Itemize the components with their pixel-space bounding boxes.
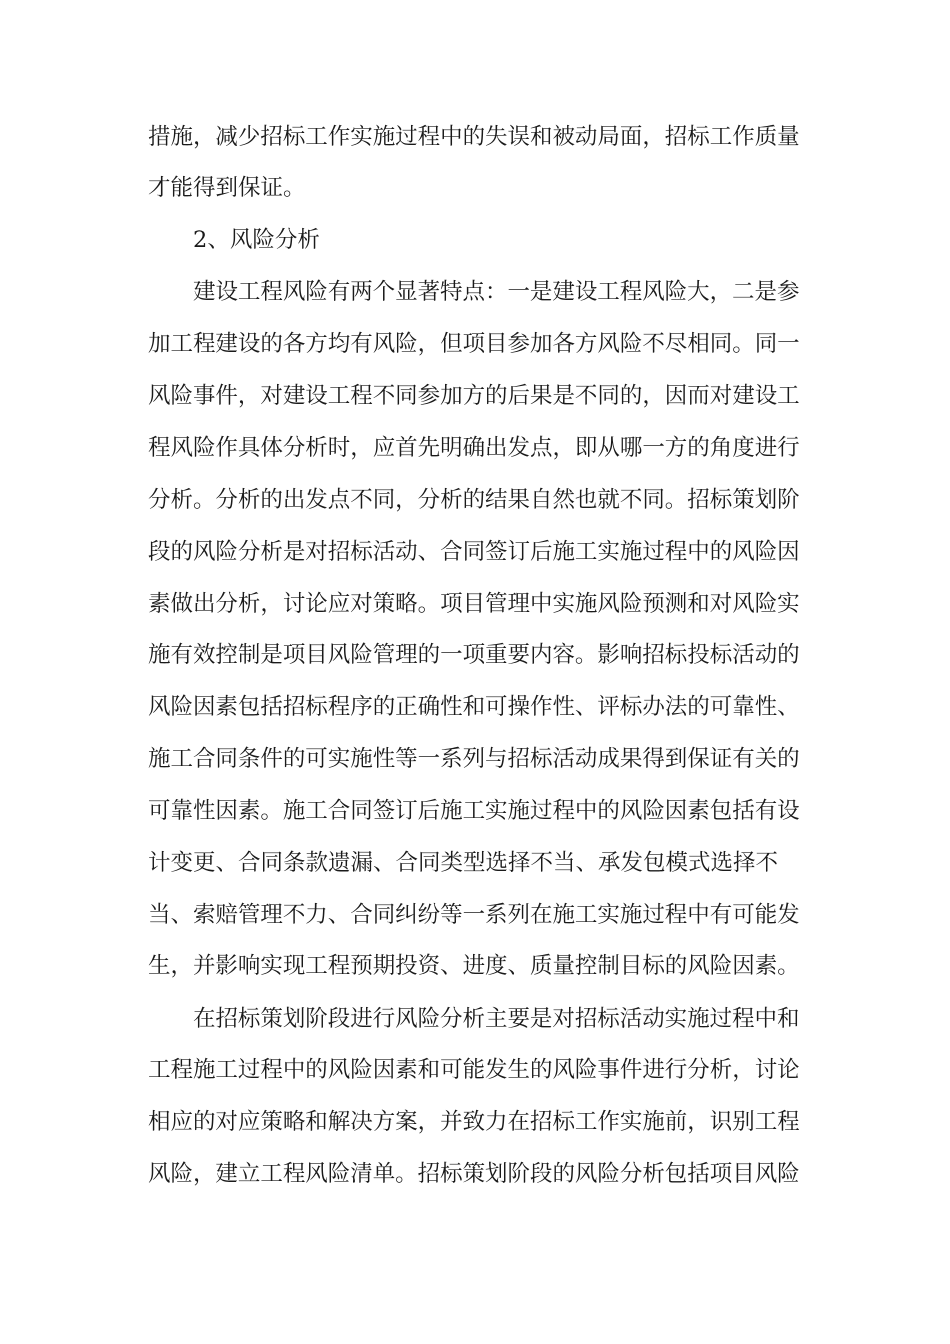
section-heading: 2、风险分析 xyxy=(193,227,320,253)
text-line: 风险事件，对建设工程不同参加方的后果是不同的，因而对建设工 xyxy=(148,383,800,409)
text-line: 计变更、合同条款遗漏、合同类型选择不当、承发包模式选择不 xyxy=(148,850,779,876)
text-line: 素做出分析，讨论应对策略。项目管理中实施风险预测和对风险实 xyxy=(148,591,800,617)
text-line: 在招标策划阶段进行风险分析主要是对招标活动实施过程中和 xyxy=(193,1006,800,1032)
text-line: 施有效控制是项目风险管理的一项重要内容。影响招标投标活动的 xyxy=(148,642,800,668)
text-line: 风险，建立工程风险清单。招标策划阶段的风险分析包括项目风险 xyxy=(148,1161,800,1187)
text-line: 生，并影响实现工程预期投资、进度、质量控制目标的风险因素。 xyxy=(148,953,800,979)
text-line: 建设工程风险有两个显著特点：一是建设工程风险大，二是参 xyxy=(193,279,800,305)
text-line: 措施，减少招标工作实施过程中的失误和被动局面，招标工作质量 xyxy=(148,124,800,150)
text-line: 程风险作具体分析时，应首先明确出发点，即从哪一方的角度进行 xyxy=(148,435,800,461)
text-line: 才能得到保证。 xyxy=(148,175,306,201)
text-line: 分析。分析的出发点不同，分析的结果自然也就不同。招标策划阶 xyxy=(148,487,800,513)
text-line: 可靠性因素。施工合同签订后施工实施过程中的风险因素包括有设 xyxy=(148,798,800,824)
text-line: 加工程建设的各方均有风险，但项目参加各方风险不尽相同。同一 xyxy=(148,331,800,357)
text-line: 当、索赔管理不力、合同纠纷等一系列在施工实施过程中有可能发 xyxy=(148,902,800,928)
text-line: 相应的对应策略和解决方案，并致力在招标工作实施前，识别工程 xyxy=(148,1109,800,1135)
text-line: 施工合同条件的可实施性等一系列与招标活动成果得到保证有关的 xyxy=(148,746,800,772)
text-line: 段的风险分析是对招标活动、合同签订后施工实施过程中的风险因 xyxy=(148,539,800,565)
text-line: 工程施工过程中的风险因素和可能发生的风险事件进行分析，讨论 xyxy=(148,1057,800,1083)
text-line: 风险因素包括招标程序的正确性和可操作性、评标办法的可靠性、 xyxy=(148,694,800,720)
